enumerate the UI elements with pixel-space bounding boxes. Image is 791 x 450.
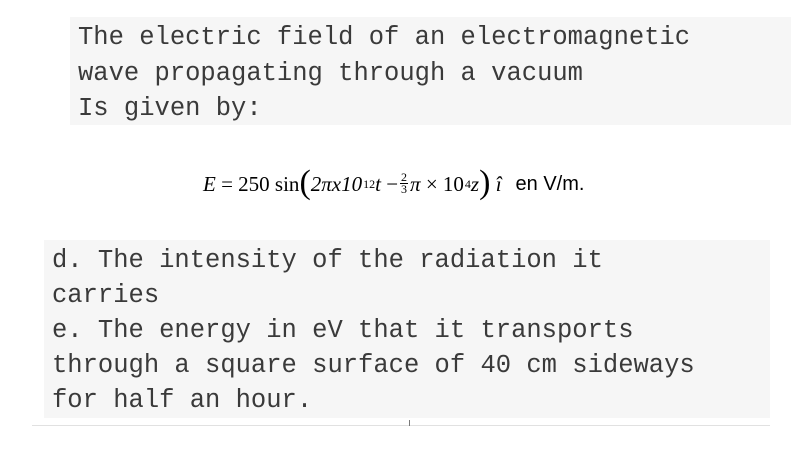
eq-lhs: E bbox=[203, 171, 216, 196]
bottom-divider bbox=[32, 425, 770, 426]
eq-term1-coef: 2πx10 bbox=[310, 171, 363, 196]
eq-func: sin bbox=[274, 171, 300, 196]
question-line-2: carries bbox=[52, 281, 160, 310]
eq-units: en V/m. bbox=[515, 172, 585, 195]
question-line-5: for half an hour. bbox=[52, 386, 313, 415]
eq-frac-num: 2 bbox=[401, 169, 408, 184]
eq-close-paren: ) bbox=[479, 164, 491, 201]
eq-term2-pi: π bbox=[410, 171, 421, 196]
eq-term2-var: z bbox=[470, 171, 480, 196]
question-line-4: through a square surface of 40 cm sideways bbox=[52, 351, 695, 380]
eq-times: × bbox=[425, 171, 438, 196]
eq-minus: − bbox=[386, 171, 399, 196]
eq-equals: = bbox=[221, 171, 233, 196]
eq-open-paren: ( bbox=[299, 164, 311, 201]
electric-field-equation bbox=[203, 164, 584, 204]
eq-term1-exp: 12 bbox=[363, 176, 376, 191]
text-cursor-mark bbox=[409, 420, 410, 426]
eq-term2-exp: 4 bbox=[464, 176, 471, 191]
intro-line-3: Is given by: bbox=[78, 94, 262, 123]
eq-term1-var: t bbox=[375, 171, 381, 196]
eq-unit-vector: î bbox=[495, 171, 502, 196]
questions-text-block bbox=[44, 240, 770, 418]
eq-amplitude: 250 bbox=[238, 171, 270, 196]
intro-line-2: wave propagating through a vacuum bbox=[78, 59, 583, 88]
intro-line-1: The electric field of an electromagnetic bbox=[78, 23, 691, 52]
eq-term2-base: 10 bbox=[442, 171, 464, 196]
eq-frac-den: 3 bbox=[401, 181, 408, 196]
question-line-3: e. The energy in eV that it transports bbox=[52, 316, 634, 345]
intro-text-block bbox=[70, 17, 791, 125]
eq-fraction bbox=[400, 169, 408, 196]
question-line-1: d. The intensity of the radiation it bbox=[52, 246, 603, 275]
